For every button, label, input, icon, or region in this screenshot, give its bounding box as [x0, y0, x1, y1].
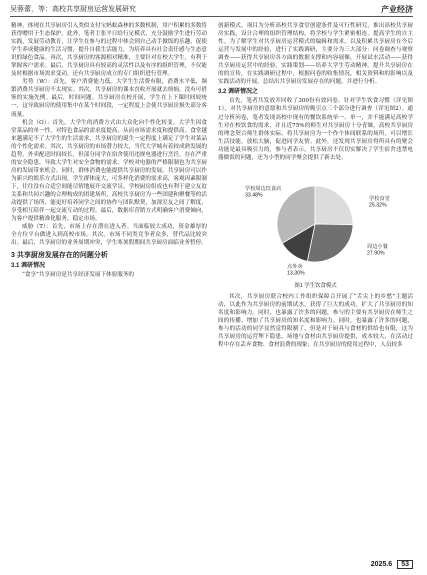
page-number: 53 [397, 560, 413, 569]
pie-slice-label: 学校周边饮食店 [245, 185, 282, 192]
page-footer [371, 560, 413, 569]
pie-slice-value: 13.30% [287, 270, 305, 277]
body-paragraph: 劣势（W）：首先，客户消费能力低。大学生生活费有限，消费水平低，频繁消费共享厨房不太现实。其次，共享厨房的课本直收开展就去烦恼，没有可借鉴的实施先例。最后，时间问题。共享厨房在校开展，学生在上下课时间较统一，这导致厨房的使用集中在某个时间段，一定程度上会使共享厨房损失部分客流量。 [11, 79, 207, 118]
pie-slice-label: 学校食堂 [369, 195, 390, 202]
section-heading: 3 共享厨房发展存在的问题分析 [11, 252, 108, 260]
body-paragraph: “食享”共享厨房是共享经济发展下体验服务的 [22, 272, 135, 279]
body-paragraph: 首先，笔者共发放并回收了300份有效问卷，针对学生饮食习惯（详见图1），对共享厨房的意愿和共享厨房的吸引点三个部分进行调查（详见图2）。通过分析问卷，笔者发现高校中现有的餐饮系统单一、单一，并不能满足高校学生对在校饮食的需求，并且近75%的师生对共享厨房十分青睐，高校共享厨房的理念契合师生群体实际，将共享厨房为一个作个体间联系的场所，可以增长生活技能，放松大脑，促进同学友情。此外，还发现共享厨房得所具有的聚会功能是最具吸引力的，参与者表示，共享厨房不仅切实解决了学生宿舍违禁电器做饭的问题，还为小型的同学聚会提供了新去处。 [218, 98, 413, 161]
section-name: 产业经济 [381, 4, 413, 14]
subsection-heading: 3.2 调研情况之 [218, 89, 259, 96]
figure-caption: 图1 学生饮食模式 [294, 282, 337, 289]
body-paragraph: 精神，体现在共享厨房引入类似支付宝蚂蚁森林的多数机制，用户积累的多数将获得赠用于生态保护。此外，笔者主张平日给行足模式，充分鼓励学生进行劳动实践，发展劳动教育，让学生在参与的过程中体会到自己动手做饭的乐趣，促使学生养成健康的生活习惯，提升自我生活能力，为培养具有社会责任感与生态意识的绿色食品。再次，共享厨房的客源相对精准，主要针对在校大学生，有利于掌握客户需求。最后，共享厨房具有较高的灵活性以及有序的组织管理，不仅能及时根据市场需求变动，还有共享厨房成立的专门组织进行管理。 [11, 23, 207, 78]
header-rule [10, 16, 413, 17]
pie-chart-figure [218, 164, 413, 280]
issue-date: 2025.6 [370, 561, 393, 568]
right-column [218, 22, 413, 349]
pie-slice-label: 周边小餐 [367, 243, 388, 250]
pie-slice-value: 25.32% [369, 202, 387, 209]
left-column [11, 22, 207, 279]
pie-slice [315, 186, 353, 225]
pie-slice-value: 27.90% [367, 250, 385, 257]
pie-slice-label: 点外卖 [287, 263, 303, 270]
body-paragraph: 创新模式，项目为分析高校共享食堂创建条件及可行性研究，推出高校共享厨房实践，设计合理的组织管理结构，将学校与学生紧密相连，提高学生的自主性。为了解学生对共享厨房运营模式的编辑和需求，以及积累共享厨房在今后运营与发展中的经验，进行了实践调研，主要分为三大部分：问卷调查与观察调查——获得共享厨房各方面的数据支撑和内容展像，开展试水活动——获得共享厨房运营中的经验，实践策划——培养大学生劳动精神，提升共享厨房在的的宣传，在实践调研过程中，根据问卷的收集情况，相关资料和的影响以及实践活动的开展，总结出共享厨房发展存在的问题，并进行分析。 [218, 23, 413, 86]
page-header [10, 3, 413, 15]
body-paragraph: 威胁（T）：首先，市场上存在潜在进入者。当面临较大成功，资金雄厚的全方位平台做进入到高校市场。其次，市场不同类竞争者众多，替代品比较突出。最后，共享厨房的业务周期冲突，学生寒暑假期间共享厨房面临业务暂停。 [11, 224, 207, 247]
pie-chart [218, 164, 413, 280]
subsection-heading: 3.1 调研情况 [11, 263, 46, 270]
body-paragraph: 机会（O）：首先，大学生的消费方式由大众化向个性化转变。大学生因食堂菜品的单一性，对特色食品的需求度提高，从而市场需求度和提供高。食堂越来越满足不了大学生的生活需求，共享厨房的诞生一定程度上满足了学生对菜品的个性化需求。其次，共享厨房的市场潜力较大，当代大学城有着较成熟发展的趋势，外卖配送时间较长，但部分同学在宿舍使用违规电器进行烹饪，存在严重的安全隐患，导致大学生对安全食物的需求。学校对电器的严格限制也为共享厨房的发展带来机会。同时，群体消费也能提供共享厨房的发展。共享厨房可以作为新兴的娱乐方式出现，学生群体庞大，可多样化消费的需求高，客观因素限制下，往往没有合适空间能尽情地展开交流学员。学校厨房组成也有利于建立友谊关系和共同兴趣的合理构成的团建场所，高校共享厨房为一些团建和聚餐等的活动提供了场所，能更好培养同学之间的协作与团队默契，加深室友之间了解度，享受相互陪伴一起交流互动的过程。最后，数据库营销方式明确客户消费倾向，为客户提供精准化服务，稳定市场。 [11, 119, 207, 223]
body-paragraph: 其次，共享厨房联合校内工作组织保障合开展了“舌尖上的乡愁”主题活动，以此作为共享厨房的前期试水，获得了巨大的成功，扩大了共享厨房的知名度和影响力。同时，也暴露了许多的问题，参与的主要有共享厨房在师生之间的传播、增加了共享厨房的知名度和影响力。同时，也暴露了许多的问题，参与的活动的同学显然觉得限制了，但是对于厨具与食材的供给也有限，这为共享厨房的运营埋下隐患，场地与食材由共享厨房提供，成本较大，在活动过程中存在丢弃食物、食材浪费的现象；在共享厨房的使用过程中，人员较多 [218, 293, 413, 349]
pie-slice-value: 33.48% [245, 192, 263, 199]
running-title: 吴蓉蕾，等：高校共享厨房运营发展研究 [10, 6, 136, 13]
